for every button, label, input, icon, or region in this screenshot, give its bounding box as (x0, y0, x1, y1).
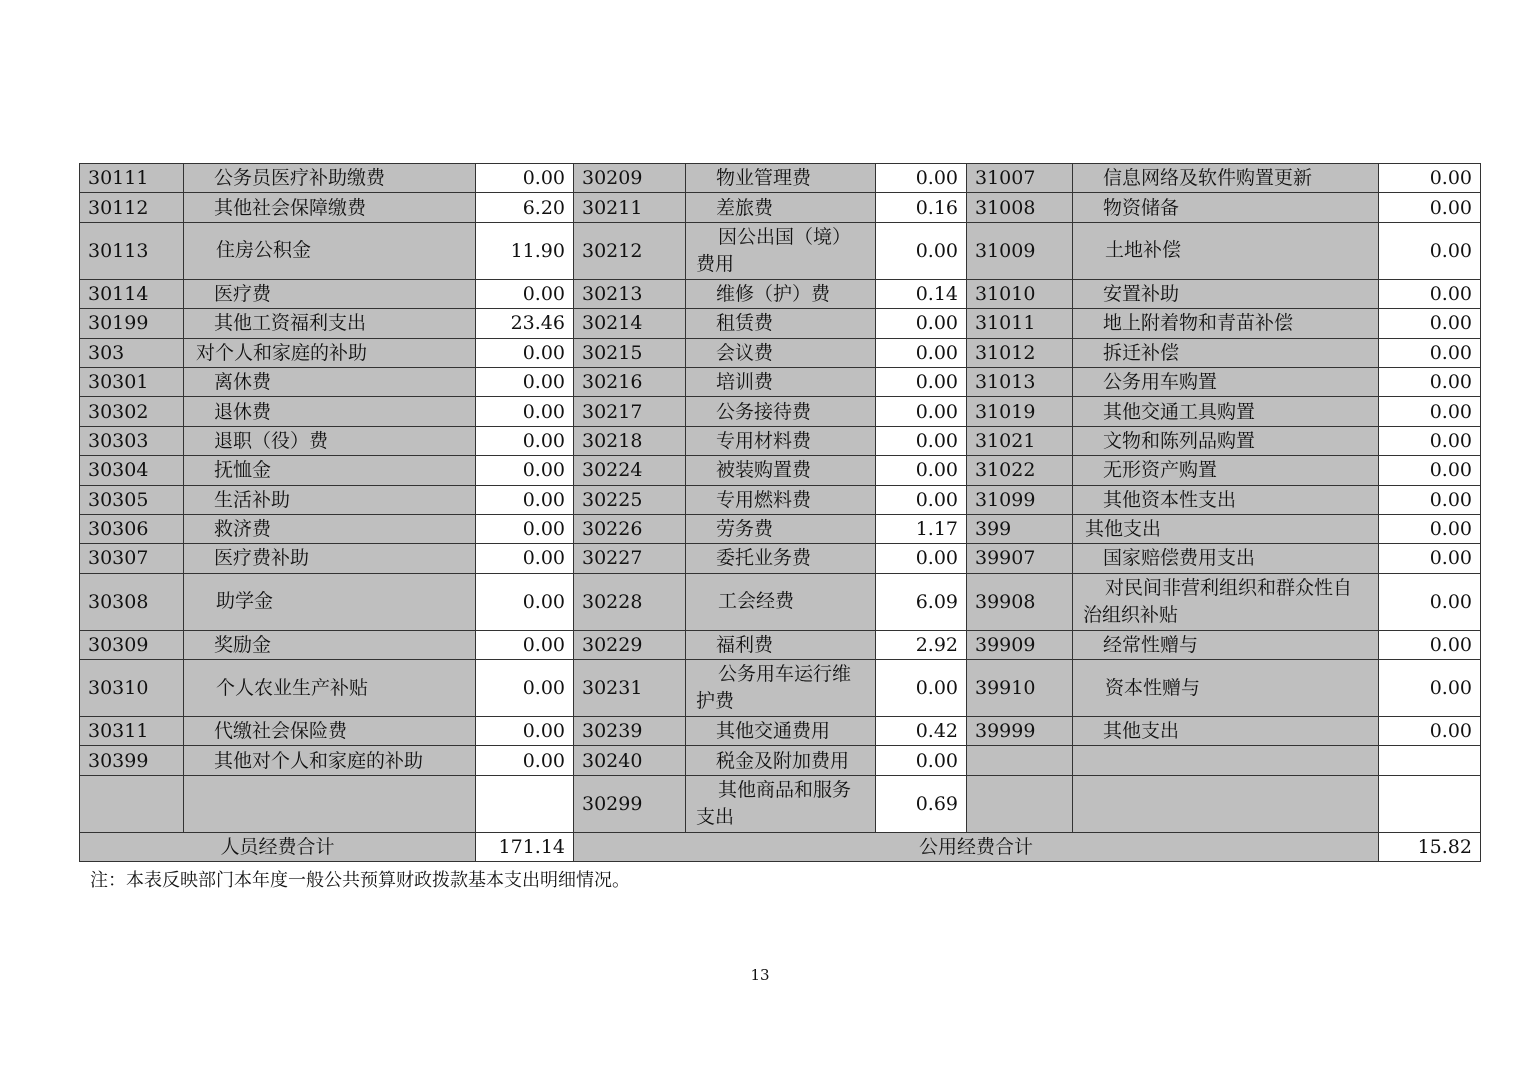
personnel-name-cell (184, 746, 476, 775)
item-name: 其他对个人和家庭的补助 (214, 749, 424, 772)
personnel-amount-cell: 0.00 (476, 573, 574, 630)
personnel-amount-cell: 0.00 (476, 279, 574, 308)
table-row (80, 397, 1481, 426)
item-name: 无形资产购置 (1103, 459, 1218, 482)
personnel-name-cell (184, 193, 476, 222)
personnel-code-cell: 30310 (80, 660, 184, 717)
public-code-cell: 30228 (574, 573, 686, 630)
personnel-name-cell (184, 397, 476, 426)
public-code-cell: 30217 (574, 397, 686, 426)
public-name-cell (686, 222, 876, 279)
public-name-cell (686, 717, 876, 746)
public-code-cell: 30239 (574, 717, 686, 746)
public-name-cell (686, 660, 876, 717)
item-name: 对民间非营利组织和群众性自治组织补贴 (1083, 576, 1353, 626)
personnel-code-cell: 30114 (80, 279, 184, 308)
personnel-amount-cell: 0.00 (476, 426, 574, 455)
capital-name-cell (1073, 544, 1379, 573)
item-name: 其他交通费用 (716, 720, 831, 743)
capital-amount-cell: 0.00 (1379, 338, 1481, 367)
item-name: 培训费 (716, 371, 774, 394)
capital-amount-cell (1379, 775, 1481, 832)
personnel-amount-cell: 0.00 (476, 746, 574, 775)
item-name: 个人农业生产补贴 (216, 676, 369, 699)
personnel-amount-cell: 6.20 (476, 193, 574, 222)
item-name: 助学金 (216, 590, 274, 613)
item-name: 公务用车购置 (1103, 371, 1218, 394)
capital-code-cell: 31013 (967, 367, 1073, 396)
item-name: 地上附着物和青苗补偿 (1103, 312, 1294, 335)
public-code-cell: 30216 (574, 367, 686, 396)
public-code-cell: 30212 (574, 222, 686, 279)
expenditure-detail-table (79, 163, 1481, 862)
public-amount-cell: 0.00 (876, 338, 967, 367)
personnel-amount-cell: 0.00 (476, 514, 574, 543)
personnel-name-cell (184, 485, 476, 514)
item-name: 救济费 (214, 518, 272, 541)
capital-amount-cell: 0.00 (1379, 544, 1481, 573)
item-name: 物资储备 (1103, 196, 1180, 219)
personnel-name-cell (184, 338, 476, 367)
public-code-cell: 30226 (574, 514, 686, 543)
item-name: 专用燃料费 (716, 488, 812, 511)
public-code-cell: 30211 (574, 193, 686, 222)
table-row (80, 309, 1481, 338)
personnel-name-cell (184, 717, 476, 746)
personnel-amount-cell: 0.00 (476, 338, 574, 367)
item-name: 其他资本性支出 (1103, 488, 1237, 511)
capital-code-cell: 39910 (967, 660, 1073, 717)
personnel-name-cell (184, 775, 476, 832)
public-amount-cell: 0.00 (876, 485, 967, 514)
personnel-total-label: 人员经费合计 (80, 832, 476, 861)
capital-name-cell (1073, 514, 1379, 543)
item-name: 土地补偿 (1105, 239, 1182, 262)
capital-amount-cell: 0.00 (1379, 164, 1481, 193)
capital-name-cell (1073, 222, 1379, 279)
public-name-cell (686, 338, 876, 367)
personnel-amount-cell (476, 775, 574, 832)
table-row (80, 573, 1481, 630)
capital-name-cell (1073, 279, 1379, 308)
personnel-name-cell (184, 222, 476, 279)
capital-name-cell (1073, 397, 1379, 426)
public-name-cell (686, 397, 876, 426)
public-amount-cell: 0.00 (876, 456, 967, 485)
personnel-code-cell: 30302 (80, 397, 184, 426)
personnel-code-cell: 30304 (80, 456, 184, 485)
item-name: 公务用车运行维护费 (696, 663, 852, 713)
capital-amount-cell: 0.00 (1379, 485, 1481, 514)
public-name-cell (686, 514, 876, 543)
table-row (80, 485, 1481, 514)
item-name: 对个人和家庭的补助 (196, 341, 368, 364)
personnel-amount-cell: 0.00 (476, 367, 574, 396)
item-name: 其他支出 (1085, 518, 1162, 541)
capital-amount-cell: 0.00 (1379, 309, 1481, 338)
personnel-amount-cell: 0.00 (476, 630, 574, 659)
item-name: 资本性赠与 (1105, 676, 1201, 699)
table-row (80, 746, 1481, 775)
public-amount-cell: 0.00 (876, 222, 967, 279)
personnel-amount-cell: 0.00 (476, 660, 574, 717)
capital-code-cell: 31021 (967, 426, 1073, 455)
item-name: 其他工资福利支出 (214, 312, 367, 335)
capital-amount-cell: 0.00 (1379, 367, 1481, 396)
public-code-cell: 30209 (574, 164, 686, 193)
capital-code-cell: 31009 (967, 222, 1073, 279)
item-name: 离休费 (214, 371, 272, 394)
item-name: 差旅费 (716, 196, 774, 219)
table-row (80, 544, 1481, 573)
public-amount-cell: 6.09 (876, 573, 967, 630)
capital-name-cell (1073, 309, 1379, 338)
personnel-name-cell (184, 544, 476, 573)
public-amount-cell: 0.00 (876, 426, 967, 455)
capital-code-cell: 31019 (967, 397, 1073, 426)
public-name-cell (686, 544, 876, 573)
personnel-code-cell: 30112 (80, 193, 184, 222)
table-row (80, 426, 1481, 455)
personnel-amount-cell: 0.00 (476, 456, 574, 485)
personnel-amount-cell: 11.90 (476, 222, 574, 279)
personnel-amount-cell: 0.00 (476, 544, 574, 573)
footnote: 注：本表反映部门本年度一般公共预算财政拨款基本支出明细情况。 (90, 870, 630, 891)
item-name: 被装购置费 (716, 459, 812, 482)
capital-amount-cell: 0.00 (1379, 456, 1481, 485)
capital-name-cell (1073, 367, 1379, 396)
item-name: 专用材料费 (716, 429, 812, 452)
totals-row (80, 832, 1481, 861)
item-name: 退职（役）费 (214, 429, 329, 452)
personnel-name-cell (184, 367, 476, 396)
capital-code-cell: 31099 (967, 485, 1073, 514)
item-name: 其他支出 (1103, 720, 1180, 743)
capital-name-cell (1073, 193, 1379, 222)
public-code-cell: 30214 (574, 309, 686, 338)
public-amount-cell: 0.00 (876, 746, 967, 775)
capital-code-cell: 39907 (967, 544, 1073, 573)
public-name-cell (686, 367, 876, 396)
item-name: 国家赔偿费用支出 (1103, 547, 1256, 570)
capital-code-cell: 31011 (967, 309, 1073, 338)
capital-code-cell (967, 746, 1073, 775)
item-name: 生活补助 (214, 488, 291, 511)
public-code-cell: 30231 (574, 660, 686, 717)
personnel-code-cell: 30309 (80, 630, 184, 659)
table-row (80, 514, 1481, 543)
public-amount-cell: 0.42 (876, 717, 967, 746)
item-name: 其他交通工具购置 (1103, 400, 1256, 423)
capital-code-cell: 39909 (967, 630, 1073, 659)
personnel-total-value: 171.14 (476, 832, 574, 861)
personnel-name-cell (184, 514, 476, 543)
public-code-cell: 30299 (574, 775, 686, 832)
capital-amount-cell: 0.00 (1379, 514, 1481, 543)
personnel-amount-cell: 0.00 (476, 485, 574, 514)
personnel-name-cell (184, 309, 476, 338)
personnel-amount-cell: 0.00 (476, 397, 574, 426)
public-code-cell: 30240 (574, 746, 686, 775)
public-amount-cell: 0.00 (876, 164, 967, 193)
item-name: 委托业务费 (716, 547, 812, 570)
capital-amount-cell: 0.00 (1379, 279, 1481, 308)
public-amount-cell: 0.00 (876, 367, 967, 396)
capital-amount-cell (1379, 746, 1481, 775)
personnel-name-cell (184, 426, 476, 455)
item-name: 安置补助 (1103, 282, 1180, 305)
personnel-name-cell (184, 164, 476, 193)
public-name-cell (686, 485, 876, 514)
personnel-name-cell (184, 573, 476, 630)
item-name: 劳务费 (716, 518, 774, 541)
capital-name-cell (1073, 426, 1379, 455)
capital-name-cell (1073, 338, 1379, 367)
capital-name-cell (1073, 573, 1379, 630)
table-row (80, 630, 1481, 659)
public-name-cell (686, 630, 876, 659)
personnel-code-cell: 303 (80, 338, 184, 367)
public-name-cell (686, 309, 876, 338)
item-name: 医疗费补助 (214, 547, 310, 570)
public-amount-cell: 0.00 (876, 660, 967, 717)
public-name-cell (686, 164, 876, 193)
item-name: 公务接待费 (716, 400, 812, 423)
table-row (80, 222, 1481, 279)
personnel-name-cell (184, 279, 476, 308)
capital-name-cell (1073, 775, 1379, 832)
table-row (80, 193, 1481, 222)
public-code-cell: 30224 (574, 456, 686, 485)
item-name: 经常性赠与 (1103, 633, 1199, 656)
personnel-code-cell: 30308 (80, 573, 184, 630)
capital-name-cell (1073, 630, 1379, 659)
item-name: 因公出国（境）费用 (696, 225, 852, 275)
item-name: 住房公积金 (216, 239, 312, 262)
personnel-code-cell: 30113 (80, 222, 184, 279)
item-name: 物业管理费 (716, 167, 812, 190)
capital-code-cell: 39999 (967, 717, 1073, 746)
page-number: 13 (750, 966, 770, 984)
capital-name-cell (1073, 164, 1379, 193)
public-amount-cell: 2.92 (876, 630, 967, 659)
public-total-value: 15.82 (1379, 832, 1481, 861)
personnel-code-cell: 30303 (80, 426, 184, 455)
public-total-label: 公用经费合计 (574, 832, 1379, 861)
item-name: 医疗费 (214, 282, 272, 305)
item-name: 文物和陈列品购置 (1103, 429, 1256, 452)
capital-name-cell (1073, 746, 1379, 775)
capital-amount-cell: 0.00 (1379, 193, 1481, 222)
capital-amount-cell: 0.00 (1379, 630, 1481, 659)
personnel-code-cell: 30307 (80, 544, 184, 573)
personnel-code-cell (80, 775, 184, 832)
item-name: 福利费 (716, 633, 774, 656)
item-name: 退休费 (214, 400, 272, 423)
public-code-cell: 30215 (574, 338, 686, 367)
public-name-cell (686, 573, 876, 630)
item-name: 工会经费 (718, 590, 795, 613)
public-amount-cell: 0.00 (876, 309, 967, 338)
personnel-amount-cell: 0.00 (476, 717, 574, 746)
public-name-cell (686, 775, 876, 832)
item-name: 抚恤金 (214, 459, 272, 482)
item-name: 代缴社会保险费 (214, 720, 348, 743)
capital-amount-cell: 0.00 (1379, 573, 1481, 630)
personnel-code-cell: 30306 (80, 514, 184, 543)
personnel-name-cell (184, 456, 476, 485)
public-code-cell: 30213 (574, 279, 686, 308)
item-name: 税金及附加费用 (716, 749, 850, 772)
item-name: 租赁费 (716, 312, 774, 335)
table-row (80, 164, 1481, 193)
capital-name-cell (1073, 717, 1379, 746)
personnel-name-cell (184, 660, 476, 717)
capital-code-cell (967, 775, 1073, 832)
public-amount-cell: 0.14 (876, 279, 967, 308)
personnel-code-cell: 30199 (80, 309, 184, 338)
item-name: 会议费 (716, 341, 774, 364)
table-row (80, 367, 1481, 396)
capital-code-cell: 31007 (967, 164, 1073, 193)
capital-amount-cell: 0.00 (1379, 426, 1481, 455)
public-name-cell (686, 456, 876, 485)
capital-name-cell (1073, 456, 1379, 485)
table-row (80, 717, 1481, 746)
personnel-code-cell: 30399 (80, 746, 184, 775)
public-code-cell: 30229 (574, 630, 686, 659)
capital-amount-cell: 0.00 (1379, 660, 1481, 717)
item-name: 公务员医疗补助缴费 (214, 167, 386, 190)
item-name: 拆迁补偿 (1103, 341, 1180, 364)
public-amount-cell: 0.00 (876, 397, 967, 426)
personnel-name-cell (184, 630, 476, 659)
table-body (80, 164, 1481, 833)
public-name-cell (686, 426, 876, 455)
table-row (80, 338, 1481, 367)
public-name-cell (686, 279, 876, 308)
capital-name-cell (1073, 660, 1379, 717)
capital-code-cell: 39908 (967, 573, 1073, 630)
capital-code-cell: 31008 (967, 193, 1073, 222)
public-amount-cell: 0.00 (876, 544, 967, 573)
capital-name-cell (1073, 485, 1379, 514)
item-name: 其他商品和服务支出 (696, 778, 852, 828)
public-amount-cell: 0.16 (876, 193, 967, 222)
item-name: 奖励金 (214, 633, 272, 656)
public-name-cell (686, 746, 876, 775)
personnel-code-cell: 30305 (80, 485, 184, 514)
personnel-amount-cell: 23.46 (476, 309, 574, 338)
table-row (80, 279, 1481, 308)
capital-amount-cell: 0.00 (1379, 717, 1481, 746)
personnel-code-cell: 30301 (80, 367, 184, 396)
table-row (80, 775, 1481, 832)
capital-amount-cell: 0.00 (1379, 222, 1481, 279)
public-code-cell: 30227 (574, 544, 686, 573)
item-name: 其他社会保障缴费 (214, 196, 367, 219)
public-amount-cell: 0.69 (876, 775, 967, 832)
capital-code-cell: 31010 (967, 279, 1073, 308)
capital-code-cell: 399 (967, 514, 1073, 543)
capital-amount-cell: 0.00 (1379, 397, 1481, 426)
public-name-cell (686, 193, 876, 222)
public-amount-cell: 1.17 (876, 514, 967, 543)
table-row (80, 456, 1481, 485)
personnel-amount-cell: 0.00 (476, 164, 574, 193)
item-name: 信息网络及软件购置更新 (1103, 167, 1313, 190)
public-code-cell: 30218 (574, 426, 686, 455)
item-name: 维修（护）费 (716, 282, 831, 305)
capital-code-cell: 31012 (967, 338, 1073, 367)
personnel-code-cell: 30111 (80, 164, 184, 193)
personnel-code-cell: 30311 (80, 717, 184, 746)
public-code-cell: 30225 (574, 485, 686, 514)
capital-code-cell: 31022 (967, 456, 1073, 485)
table-row (80, 660, 1481, 717)
